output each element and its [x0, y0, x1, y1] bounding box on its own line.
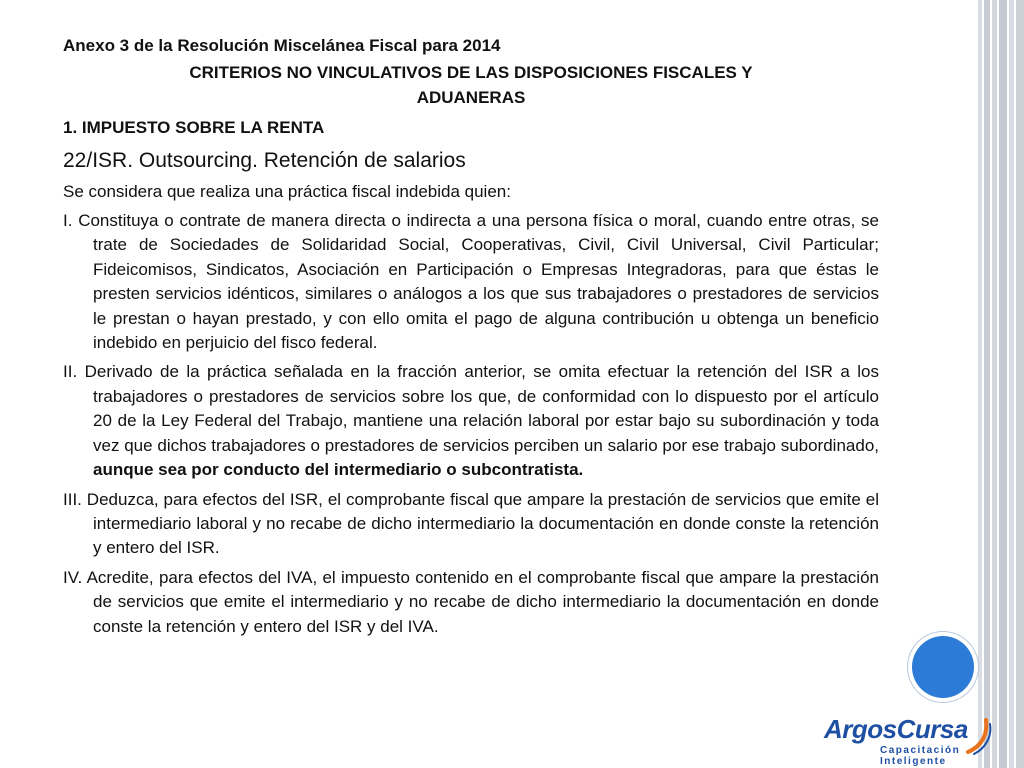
annex-line: Anexo 3 de la Resolución Miscelánea Fiscal para 2014 [63, 36, 501, 55]
border-stripe [984, 0, 990, 768]
border-stripe [1016, 0, 1024, 768]
list-item-ii-text: II. Derivado de la práctica señalada en la fracción anterior, se omita efectuar la retención del ISR a los trabajadores o prestadores de servicios sobre los que, de conformidad con lo dispuesto por el artículo 20 de la Ley Federal del Trabajo, mantiene una relación laboral por estar bajo su subordinación y toda vez que dichos trabajadores o prestadores de servicios perciben un salario por ese trabajo subordinado, [63, 362, 879, 455]
logo-tagline-2: Inteligente [880, 756, 947, 767]
title-line-1: CRITERIOS NO VINCULATIVOS DE LAS DISPOSICIONES FISCALES Y [189, 63, 753, 83]
list-item-ii-bold-text: aunque sea por conducto del intermediario o subcontratista. [93, 460, 584, 480]
section-heading: 1. IMPUESTO SOBRE LA RENTA [63, 118, 325, 138]
logo-swoosh-icon [964, 716, 992, 756]
intro-text: Se considera que realiza una práctica fiscal indebida quien: [63, 181, 511, 201]
border-stripe [1009, 0, 1014, 768]
slide-body [63, 34, 879, 644]
border-stripe [978, 0, 982, 768]
list-item-iii: III. Deduzca, para efectos del ISR, el comprobante fiscal que ampare la prestación de servicios que emite el intermediario laboral y no recabe de dicho intermediario la documentación en donde conste la retención y entero del ISR. [63, 489, 879, 558]
border-stripe [992, 0, 997, 768]
logo-name: ArgosCursa [824, 714, 968, 744]
border-stripe [999, 0, 1007, 768]
title-line-2: ADUANERAS [416, 87, 526, 107]
argoscursa-logo [824, 714, 996, 768]
list-item-i: I. Constituya o contrate de manera directa o indirecta a una persona física o moral, cuando entre otras, se trate de Sociedades de Solidaridad Social, Cooperativas, Civil, Civil Universal, Civil Particular; Fideicomisos, Sindicatos, Asociación en Participación o Empresas Integradoras, para que éstas le presten servicios idénticos, similares o análogos a los que sus trabajadores o prestadores de servicios le prestan o hayan prestado, y con ello omita el pago de alguna contribución u obtenga un beneficio indebido en perjuicio del fisco federal. [63, 211, 879, 353]
decorative-circle [912, 636, 974, 698]
logo-tagline-1: Capacitación [880, 745, 961, 756]
criterion-title: 22/ISR. Outsourcing. Retención de salarios [63, 148, 466, 172]
list-item-ii [63, 360, 879, 482]
list-item-iv: IV. Acredite, para efectos del IVA, el impuesto contenido en el comprobante fiscal que ampare la prestación de servicios que emite el intermediario y no recabe de dicho intermediario la documentación en donde conste la retención y entero del ISR y del IVA. [63, 567, 879, 636]
